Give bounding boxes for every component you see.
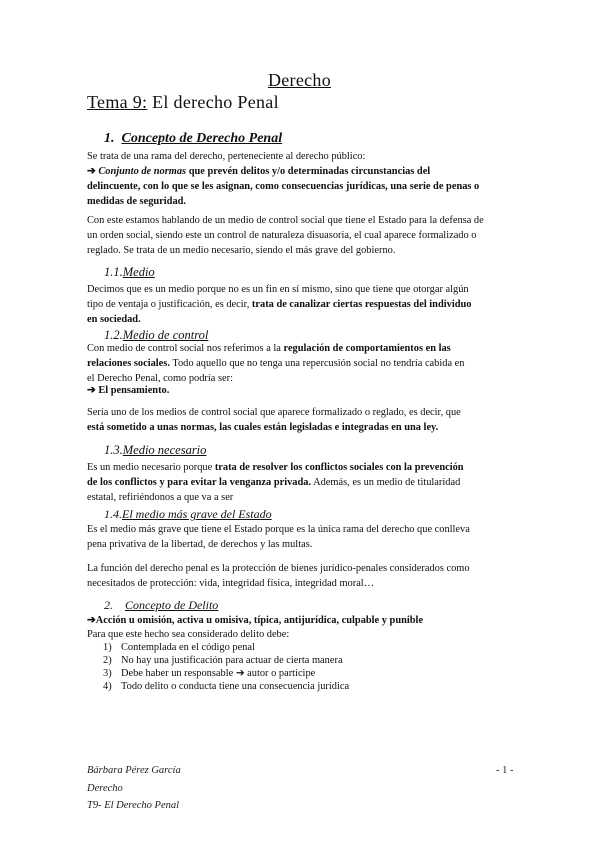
text-bold: trata de canalizar ciertas respuestas del individuo <box>251 299 472 310</box>
section-1-1-line2 <box>87 297 471 312</box>
section-1-heading <box>104 131 282 147</box>
section-1-3-line3: estatal, refiriéndonos a que va a ser <box>87 492 234 503</box>
section-1-1-title: Medio <box>122 265 155 279</box>
subtitle-rest: El derecho Penal <box>147 92 279 112</box>
list-number: 4) <box>103 681 112 692</box>
text-normal: Todo aquello que no tenga una repercusión social no tendría cabida en <box>169 358 465 369</box>
footer-page-number: - 1 - <box>496 765 514 776</box>
footer-author: Bárbara Pérez García <box>87 765 181 776</box>
text-normal: tipo de ventaja o justificación, es decir, <box>87 299 252 310</box>
list-number: 2) <box>103 655 112 666</box>
section-2-heading <box>104 598 218 613</box>
section-1-para-line1: Con este estamos hablando de un medio de control social que tiene el Estado para la defensa de <box>87 215 484 226</box>
section-1-def-line2: delincuente, con lo que se les asignan, como consecuencias jurídicas, una serie de penas o <box>87 181 480 192</box>
document-title: Derecho <box>267 70 332 90</box>
def-term: Conjunto de normas <box>98 166 187 177</box>
footer-subject: Derecho <box>87 783 123 794</box>
section-2-number: 2. <box>104 598 113 612</box>
text-bold: Acción u omisión, activa u omisiva, típica, antijurídica, culpable y punible <box>95 615 424 626</box>
subtitle-prefix: Tema 9: <box>87 92 148 112</box>
text-bold: trata de resolver los conflictos sociales con la prevención <box>214 462 464 473</box>
section-1-2-line5: Sería uno de los medios de control social que aparece formalizado o reglado, es decir, que <box>87 407 461 418</box>
section-1-2-line6: está sometido a unas normas, las cuales están legisladas e integradas en una ley. <box>87 422 439 433</box>
section-1-2-line3: el Derecho Penal, como podría ser: <box>87 373 233 384</box>
section-1-2-line4 <box>87 383 169 398</box>
list-text: Debe haber un responsable <box>121 668 236 679</box>
text-normal: Es un medio necesario porque <box>87 462 215 473</box>
document-subtitle <box>87 92 279 113</box>
text-bold: regulación de comportamientos en las <box>283 343 451 354</box>
list-number: 1) <box>103 642 112 653</box>
text-bold: El pensamiento. <box>98 385 170 396</box>
section-1-def-line3: medidas de seguridad. <box>87 196 187 207</box>
section-1-para-line3: reglado. Se trata de un medio necesario, siendo el más grave del gobierno. <box>87 245 396 256</box>
section-1-1-line3: en sociedad. <box>87 314 141 325</box>
arrow-icon: ➔ <box>87 615 96 626</box>
function-para-line1: La función del derecho penal es la protección de bienes jurídico-penales considerados como <box>87 563 470 574</box>
section-1-2-title: Medio de control <box>122 328 209 342</box>
section-1-3-line2 <box>87 475 460 490</box>
section-2-intro: Para que este hecho sea considerado delito debe: <box>87 629 290 640</box>
section-1-def-line1 <box>87 164 430 179</box>
section-1-number: 1. <box>104 131 115 146</box>
arrow-icon: ➔ <box>235 668 245 679</box>
def-rest: que prevén delitos y/o determinadas circunstancias del <box>186 166 431 177</box>
section-1-4-number: 1.4. <box>104 507 122 521</box>
section-1-intro: Se trata de una rama del derecho, perteneciente al derecho público: <box>87 151 366 162</box>
text-bold: relaciones sociales. <box>87 358 170 369</box>
arrow-icon: ➔ <box>87 385 96 396</box>
section-1-2-line2 <box>87 356 464 371</box>
section-1-3-title: Medio necesario <box>122 443 207 457</box>
text-normal: Con medio de control social nos referimos a la <box>87 343 284 354</box>
section-1-2-line1 <box>87 341 451 356</box>
list-item <box>103 679 349 694</box>
text-normal: Además, es un medio de titularidad <box>311 477 461 488</box>
section-1-3-line1 <box>87 460 464 475</box>
section-1-para-line2: un orden social, siendo este un control de naturaleza disuasoria, el cual aparece formalizado o <box>87 230 477 241</box>
section-1-1-number: 1.1. <box>104 265 123 279</box>
list-text: No hay una justificación para actuar de cierta manera <box>121 655 343 666</box>
function-para-line2: necesitados de protección: vida, integridad física, integridad moral… <box>87 578 375 589</box>
section-1-1-heading <box>104 265 155 280</box>
section-1-4-title: El medio más grave del Estado <box>122 507 272 521</box>
list-text: Contemplada en el código penal <box>121 642 255 653</box>
list-text: Todo delito o conducta tiene una consecuencia jurídica <box>121 681 350 692</box>
text-bold: de los conflictos y para evitar la venganza privada. <box>87 477 312 488</box>
section-1-3-heading <box>104 443 206 458</box>
section-2-def <box>87 613 423 628</box>
footer-topic: T9- El Derecho Penal <box>87 800 180 811</box>
section-1-title: Concepto de Derecho Penal <box>121 131 283 146</box>
section-2-title: Concepto de Delito <box>125 598 219 612</box>
section-1-1-line1: Decimos que es un medio porque no es un fin en sí mismo, sino que tiene que otorgar algún <box>87 284 469 295</box>
section-1-4-line1: Es el medio más grave que tiene el Estado porque es la única rama del derecho que conlleva <box>87 524 470 535</box>
section-1-4-line2: pena privativa de la libertad, de derechos y las multas. <box>87 539 313 550</box>
list-text: autor o partícipe <box>244 668 316 679</box>
arrow-icon: ➔ <box>87 166 96 177</box>
section-1-2-number: 1.2. <box>104 328 123 342</box>
list-number: 3) <box>103 668 112 679</box>
section-1-4-heading <box>104 507 272 522</box>
section-1-3-number: 1.3. <box>104 443 123 457</box>
